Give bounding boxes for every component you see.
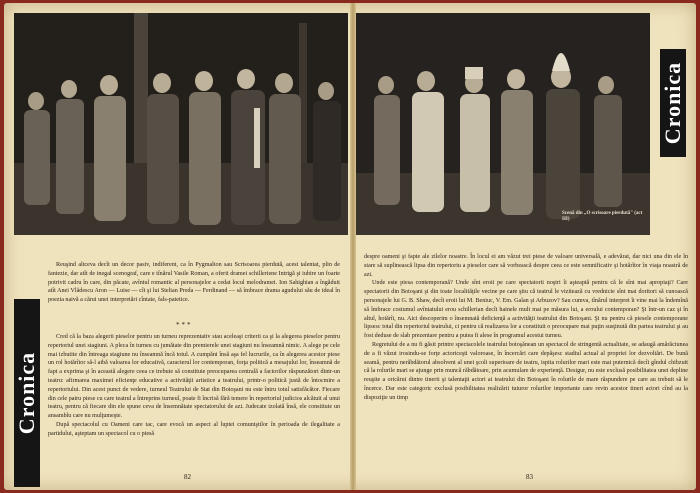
section-separator: ***: [176, 321, 193, 329]
right-stage-photo: [356, 13, 650, 235]
left-page-number: 82: [184, 473, 191, 481]
right-column-text: [364, 253, 688, 403]
left-para-3-text: După spectacolul cu Oameni care tac, care evocă un aspect al luptei comuniştilor în perioada de ilegalitate a partidului, aşteptam un spectacol cu o piesă: [48, 421, 340, 437]
left-paragraph-1: [48, 261, 340, 305]
right-page: [356, 3, 696, 490]
right-para-1-text: despre oameni şi fapte ale zilelor noastre. În locul ei am văzut trei piese de valoare universală, e adevărat, dar nici una din ele în stare să suplinească lipsa din repertoriu a pieselor care să vorbească despre ceea ce este semnificativ şi hotărîtor în viaţa noastră de azi.: [364, 254, 688, 278]
stage-scene-illustration: [14, 13, 348, 235]
right-cronica-tab: [660, 49, 686, 157]
left-cronica-label: Cronica: [14, 351, 39, 435]
left-stage-photo: [14, 13, 348, 235]
left-paragraph-2: [48, 333, 340, 439]
stage-scene-illustration-2: [356, 13, 650, 235]
photo-caption: Scenă din „O scrisoare pierdută" (act III): [562, 211, 643, 223]
magazine-spread: [4, 3, 696, 490]
left-cronica-tab: [14, 299, 40, 487]
right-para-3-text: Regretului de a nu fi găsit printre spectacolele teatrului botoşănean un spectacol de stringentă actualitate, se adaugă amărăciunea de a fi văzut irosindu-se forţe actoriceşti valoroase, în încercări care depăşesc stadiul actual al propriei lor dezvoltări. De bună seamă, pentru nerăbdătorul absolvent al unei şcoli superioare de teatru, ispita rolurilor mari este mai puternică decît gîndul chibzuit că la rolurile mari se ajunge prin muncă răbdătoare, prin acumulare de experienţă. Desigur, nu este exclusă posibilitatea unei depline reuşite a oricărui dintre tinerii şi talentaţii actori ai teatrului din Botoşani în rolurile de mare răspundere pe care au trebuit să le încerce. Dar este categoric exclusă posibilitatea realizării tuturor rolurilor importante care revin acestor tineri actori cînd au la dispoziţie un timp: [364, 341, 688, 401]
right-cronica-label: Cronica: [660, 61, 685, 145]
right-para-2-text: Unde este piesa contemporană? Unde sînt eroii pe care spectatorii noştri îi aşteaptă pentru că le sînt mai apropiaţi? Care spectatorii din Botoşani şi din toate localităţile vecine pe care ştiu că teatrul le vizitează cu vrednicie sînt mai doritori să cunoască personajele lui G. B. Shaw, decît eroii lui M. Beniuc, V. Em. Galan şi Arbuzov? Sau cumva, tînărul interpret îi vine mai la îndemînă să îmbrace costumul avîntatului erou schillerian decît hainele mult mai pe măsura lui, a eroului contemporan? Şi într-un caz şi în altul, hotărît, nu. Aici descoperim o însemnată deficienţă a activităţii teatrului din Botoşani. Şi nu pentru că piesele contemporane lipsesc total din repertoriul teatrului, ci pentru că realizarea lor a constituit o preocupare mai puţin susţinută din partea teatrului şi au fost deduse de slab prezentare pentru a putea fi alese în programul acestui turneu.: [364, 280, 688, 340]
left-para-2-text: Cred că la baza alegerii pieselor pentru un turneu reprezentativ stau aceleaşi criterii ca şi la alegerea pieselor pentru repertoriul unei stagiuni. A pleca în turneu cu jumătate din premierele unei stagiuni nu înseamnă nimic. A alege pe cele mai izbutite din întreaga stagiune nu înseamnă încă totul. A cumpăni însă aşa fel lucrurile, ca în alegerea acestor piese un rol hotărîtor să-l aibă valoarea lor educativă, caracterul lor contemporan, forţa politică a mesajului lor, înseamnă de fapt a exprima şi în această alegere ceea ce trebuie să constituie preocuparea centrală a factorilor răspunzători dintr-un teatru: afirmarea maximei eficienţe educative a activităţii artistice a teatrului, printr-o politică justă de întocmire a repertoriului. Din acest punct de vedere, turneul Teatrului de Stat din Botoşani nu este întru totul satisfăcător. Fiecare din cele patru piese cu care teatrul a întreprins turneul, poate fi încrisă fără temere în repertoriul judicios alcătuit al unui teatru, pentru că fiecare din ele spune ceva de însemnătate spectatorului de azi. Judecate izolată însă, ele constituie un ansamblu care nu mulţumeşte.: [48, 334, 340, 420]
right-page-number: 83: [526, 473, 533, 481]
left-para-1-text: Reuşind altceva decît un decor pasiv, indiferent, ca în Pygmalion sau Scrisoarea pierdută, acest talentat, plin de fantezie, dar atît de inegal scenograf, care e tînărul Vasile Roman, a oferit dramei schilleriene Intrigă şi iubire un foarte potrivit cadru în care, din păcate, avîntul romantic al personajelor a cedat locul melodramei. Ion Sahighian a îngăduit atît Anei Vlădescu Aron — Luise — cît şi lui Stelian Preda — Ferdinand — să îmbrace drama agudului său de ideal în poezia naivă a cărui unei interpretări cîntate, fals-patetice.: [48, 262, 340, 304]
left-page: [4, 3, 350, 490]
